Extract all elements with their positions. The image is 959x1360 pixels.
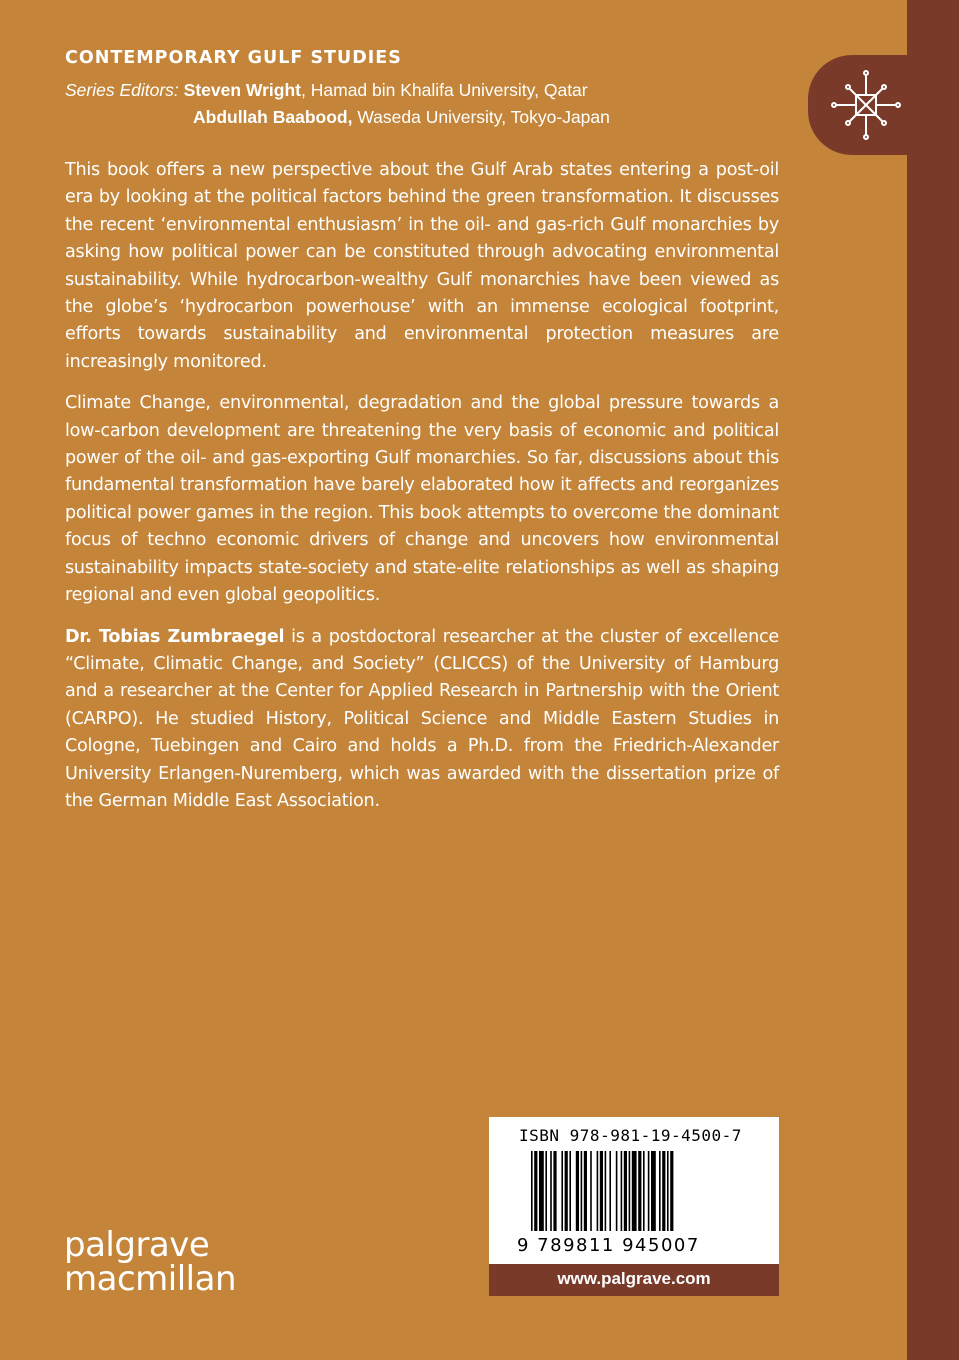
logo-line-1: palgrave: [64, 1225, 210, 1265]
editors-label: Series Editors:: [65, 80, 179, 100]
palgrave-network-icon: [830, 69, 910, 141]
editor2-name: Abdullah Baabood,: [193, 107, 353, 127]
palgrave-logo: [64, 1225, 236, 1299]
editor1-affiliation: , Hamad bin Khalifa University, Qatar: [301, 80, 588, 100]
publisher-website[interactable]: www.palgrave.com: [489, 1264, 779, 1296]
blurb-paragraph-2: Climate Change, environmental, degradation and the global pressure towards a low-carbon development are threatening the very basis of economic and political power of the oil- and gas-exporting Gulf monarchies. So far, discussions about this fundamental transformation have barely elaborated how it affects and reorganizes political power games in the region. This book attempts to overcome the dominant focus of techno economic drivers of change and uncovers how environmental sustainability impacts state-society and state-elite relationships as well as shaping regional and even global geopolitics.: [65, 393, 779, 606]
author-bio: [65, 624, 779, 816]
barcode-bars: [531, 1151, 731, 1241]
blurb: [65, 157, 779, 829]
editor-row-2: [65, 104, 610, 131]
barcode-digits: 9 789811 945007: [517, 1235, 700, 1256]
author-bio-text: is a postdoctoral researcher at the cluster of excellence “Climate, Climatic Change, and Society” (CLICCS) of the University of Hamburg and a researcher at the Center for Applied Research in Partnership with the Orient (CARPO). He studied History, Political Science and Middle Eastern Studies in Cologne, Tuebingen and Cairo and holds a Ph.D. from the Friedrich-Alexander University Erlangen-Nuremberg, which was awarded with the dissertation prize of the German Middle East Association.: [65, 626, 779, 811]
barcode: [489, 1117, 779, 1264]
editor1-name: Steven Wright: [183, 80, 302, 100]
book-spine: [907, 0, 959, 1360]
isbn-number: ISBN 978-981-19-4500-7: [519, 1126, 742, 1145]
editor-row-1: [65, 77, 610, 104]
publisher-badge: [808, 55, 910, 155]
author-name: Dr. Tobias Zumbraegel: [65, 626, 285, 647]
series-editors: [65, 77, 610, 131]
series-title: CONTEMPORARY GULF STUDIES: [65, 48, 402, 68]
logo-line-2: macmillan: [64, 1259, 236, 1299]
blurb-paragraph-1: This book offers a new perspective about the Gulf Arab states entering a post-oil era by looking at the political factors behind the green transformation. It discusses the recent ‘environmental enthusiasm’ in the oil- and gas-rich Gulf monarchies by asking how political power can be constituted through advocating environmental sustainability. While hydrocarbon-wealthy Gulf monarchies have been viewed as the globe’s ‘hydrocarbon powerhouse’ with an immense ecological footprint, efforts towards sustainability and environmental protection measures are increasingly monitored.: [65, 160, 779, 372]
editor2-affiliation: Waseda University, Tokyo-Japan: [352, 107, 610, 127]
